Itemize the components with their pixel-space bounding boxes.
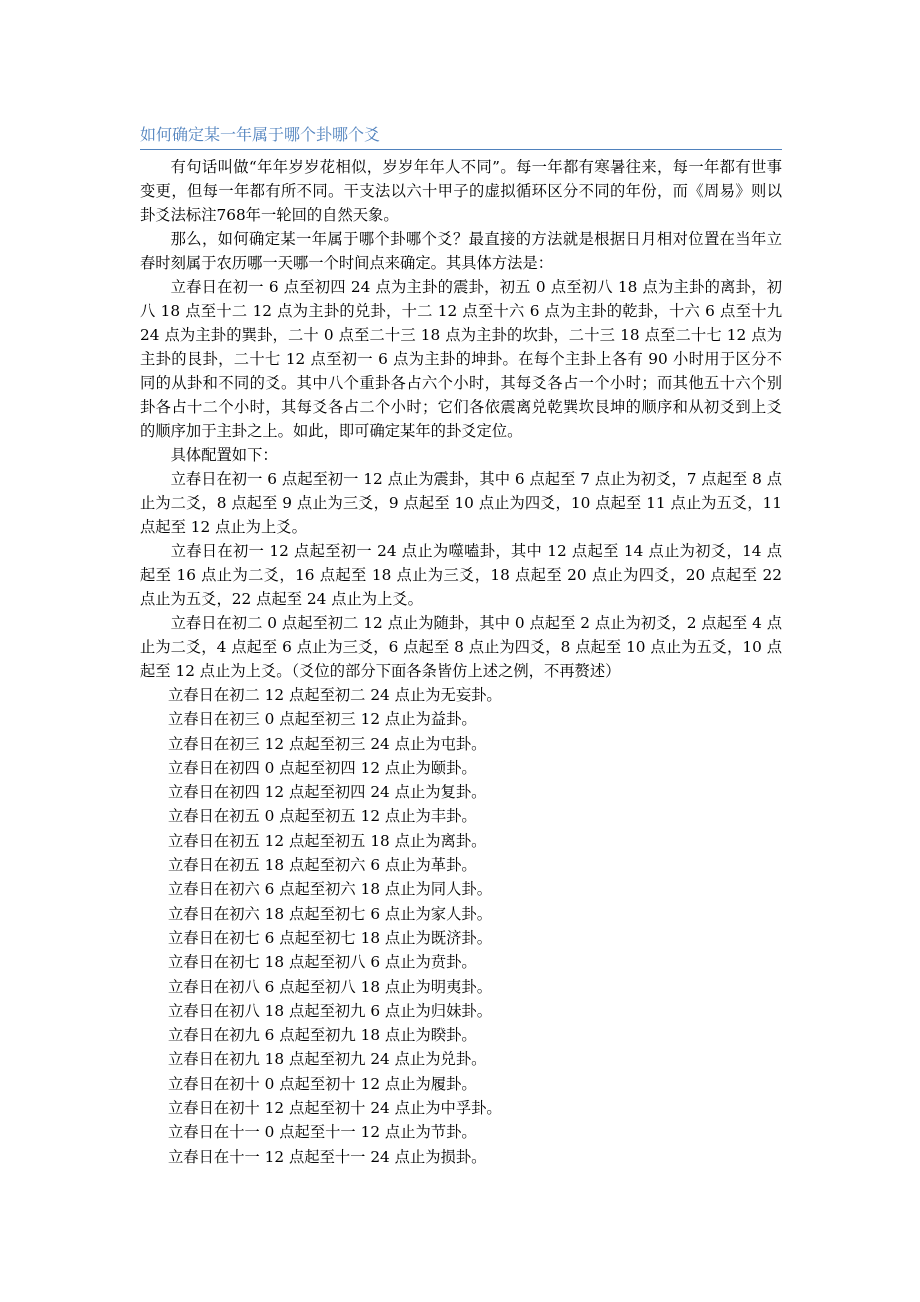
config-line: 立春日在初六 6 点起至初六 18 点止为同人卦。 [168,880,492,899]
config-line: 立春日在初七 18 点起至初八 6 点止为贲卦。 [168,953,477,972]
config-line: 立春日在初三 12 点起至初三 24 点止为屯卦。 [168,734,487,753]
config-line: 立春日在初三 0 点起至初三 12 点止为益卦。 [168,710,477,729]
config-line: 立春日在初七 6 点起至初七 18 点止为既济卦。 [168,928,492,947]
config-paragraph-shike: 立春日在初一 12 点起至初一 24 点止为噬嗑卦，其中 12 点起至 14 点止为初爻，14 点起至 16 点止为二爻，16 点起至 18 点止为三爻，18 点起至 20 点止为四爻，20 点起至 22 点止为五爻，22 点起至 24 点止为上爻。 [140,542,782,608]
config-line: 立春日在十一 0 点起至十一 12 点止为节卦。 [168,1123,477,1142]
config-line: 立春日在初八 18 点起至初九 6 点止为归妹卦。 [168,1001,492,1020]
config-line: 立春日在初四 0 点起至初四 12 点止为颐卦。 [168,758,477,777]
document-title: 如何确定某一年属于哪个卦哪个爻 [140,124,782,150]
config-line: 立春日在初二 12 点起至初二 24 点止为无妄卦。 [168,686,502,704]
config-line: 立春日在初五 0 点起至初五 12 点止为丰卦。 [168,807,477,826]
config-line: 立春日在初六 18 点起至初七 6 点止为家人卦。 [168,904,492,923]
config-line: 立春日在初四 12 点起至初四 24 点止为复卦。 [168,783,487,802]
method-question-paragraph: 那么，如何确定某一年属于哪个卦哪个爻？最直接的方法就是根据日月相对位置在当年立春时刻属于农历哪一天哪一个时间点来确定。其具体方法是： [140,230,782,272]
config-line: 立春日在十一 12 点起至十一 24 点止为损卦。 [168,1147,487,1166]
config-line: 立春日在初十 0 点起至初十 12 点止为履卦。 [168,1074,477,1093]
config-line: 立春日在初九 6 点起至初九 18 点止为睽卦。 [168,1026,477,1045]
config-paragraph-sui: 立春日在初二 0 点起至初二 12 点止为随卦，其中 0 点起至 2 点止为初爻，2 点起至 4 点止为二爻，4 点起至 6 点止为三爻，6 点起至 8 点止为四爻，8 点起至 10 点止为五爻，10 点起至 12 点止为上爻。（爻位的部分下面各条皆仿上述之例，不再赘述） [140,614,782,680]
config-line: 立春日在初十 12 点起至初十 24 点止为中孚卦。 [168,1099,502,1118]
config-line: 立春日在初九 18 点起至初九 24 点止为兑卦。 [168,1050,487,1069]
config-line: 立春日在初八 6 点起至初八 18 点止为明夷卦。 [168,977,492,996]
config-heading: 具体配置如下： [170,446,278,464]
intro-paragraph: 有句话叫做“年年岁岁花相似，岁岁年年人不同”。每一年都有寒暑往来，每一年都有世事变更，但每一年都有所不同。干支法以六十甲子的虚拟循环区分不同的年份，而《周易》则以卦爻法标注768年一轮回的自然天象。 [140,158,782,224]
document-page [140,124,782,1169]
config-line: 立春日在初五 12 点起至初五 18 点止为离卦。 [168,831,487,850]
config-line: 立春日在初五 18 点起至初六 6 点止为革卦。 [168,856,477,875]
method-detail-paragraph: 立春日在初一 6 点至初四 24 点为主卦的震卦，初五 0 点至初八 18 点为主卦的离卦，初八 18 点至十二 12 点为主卦的兑卦，十二 12 点至十六 6 点为主卦的乾卦，十六 6 点至十九 24 点为主卦的巽卦，二十 0 点至二十三 18 点为主卦的坎卦，二十三 18 点至二十七 12 点为主卦的艮卦，二十七 12 点至初一 6 点为主卦的坤卦。在每个主卦上各有 90 小时用于区分不同的从卦和不同的爻。其中八个重卦各占六个小时，其每爻各占一个小时；而其他五十六个别卦各占十二个小时，其每爻各占二个小时；它们各依震离兑乾巽坎艮坤的顺序和从初爻到上爻的顺序加于主卦之上。如此，即可确定某年的卦爻定位。 [140,278,782,440]
config-paragraph-zhen: 立春日在初一 6 点起至初一 12 点止为震卦，其中 6 点起至 7 点止为初爻，7 点起至 8 点止为二爻，8 点起至 9 点止为三爻，9 点起至 10 点止为四爻，10 点起至 11 点止为五爻，11 点起至 12 点止为上爻。 [140,470,782,536]
